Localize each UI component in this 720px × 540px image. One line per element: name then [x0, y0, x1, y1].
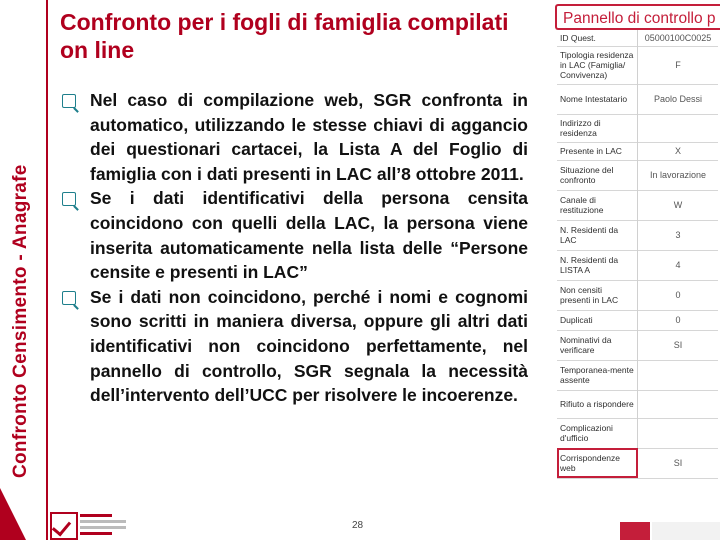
page-number: 28	[352, 520, 364, 531]
slide-title: Confronto per i fogli di famiglia compilati on line	[60, 9, 509, 63]
panel-row-value: 05000100C0025	[644, 32, 712, 43]
panel-row	[557, 114, 718, 142]
panel-row-value	[638, 390, 719, 418]
panel-row-label: N. Residenti da LAC	[557, 220, 638, 250]
panel-table	[557, 30, 718, 479]
panel-row-label: N. Residenti da LISTA A	[557, 250, 638, 280]
panel-row-value: In lavorazione	[649, 170, 707, 180]
panel-row	[557, 418, 718, 448]
panel-row-label: Duplicati	[557, 310, 638, 330]
panel-row-label: Rifiuto a rispondere	[557, 390, 638, 418]
panel-row-label: Temporanea-mente assente	[557, 360, 638, 390]
panel-row	[557, 360, 718, 390]
bullet-item	[62, 285, 528, 408]
panel-row	[557, 160, 718, 190]
panel-row-label: Corrispondenze web	[557, 448, 638, 478]
panel-row-label: Complicazioni d'ufficio	[557, 418, 638, 448]
panel-row	[557, 390, 718, 418]
panel-row-label: Canale di restituzione	[557, 190, 638, 220]
panel-header: Pannello di controllo p	[555, 4, 720, 30]
panel-row-value: 0	[675, 290, 681, 300]
panel-row-label: ID Quest.	[557, 30, 638, 46]
panel-row	[557, 310, 718, 330]
logo-checkbox-icon	[50, 512, 78, 540]
panel-row	[557, 46, 718, 84]
side-title: Confronto Censimento - Anagrafe	[10, 164, 31, 478]
bullet-item	[62, 88, 528, 186]
panel-row-value: SI	[673, 340, 683, 350]
side-wedge	[0, 488, 26, 540]
panel-row-label: Nome Intestatario	[557, 84, 638, 114]
bullet-text: Nel caso di compilazione web, SGR confronta in automatico, utilizzando le stesse chiavi di aggancio dei questionari cartacei, la Lista A del Foglio di famiglia con i dati presenti in LAC all’8 ottobre 2011.	[90, 90, 528, 184]
panel-row-label: Presente in LAC	[557, 142, 638, 160]
panel-row	[557, 448, 718, 478]
panel-row-value: 4	[675, 260, 681, 270]
logo-wordmark	[80, 514, 126, 538]
census-logo	[50, 510, 130, 540]
panel-row	[557, 280, 718, 310]
panel-row	[557, 250, 718, 280]
brand-corner-grey	[652, 522, 720, 540]
bullet-text: Se i dati non coincidono, perché i nomi e cognomi sono scritti in maniera diversa, oppure gli altri dati identificativi non coincidono perfettamente, nel pannello di controllo, SGR segnala la necessità dell’intervento dell’UCC per risolvere le incoerenze.	[90, 286, 528, 406]
bullet-list	[62, 88, 528, 408]
bullet-item	[62, 186, 528, 284]
panel-row-value	[638, 418, 719, 448]
panel-row	[557, 84, 718, 114]
brand-corner-red	[620, 522, 650, 540]
panel-row-label: Nominativi da verificare	[557, 330, 638, 360]
side-rule	[46, 0, 48, 540]
panel-row-value: SI	[673, 458, 683, 468]
q-bullet-icon	[62, 291, 76, 305]
bullet-text: Se i dati identificativi della persona censita coincidono con quelli della LAC, la persona viene inserita automaticamente nella lista delle “Persone censite e presenti in LAC”	[90, 188, 528, 283]
panel-row-value	[638, 114, 719, 142]
panel-row-label: Tipologia residenza in LAC (Famiglia/ Convivenza)	[557, 46, 638, 84]
q-bullet-icon	[62, 94, 76, 108]
panel-row-label: Situazione del confronto	[557, 160, 638, 190]
panel-row	[557, 30, 718, 46]
panel-row-value: F	[675, 60, 681, 70]
panel-row-value: Paolo Dessi	[653, 94, 703, 104]
q-bullet-icon	[62, 192, 76, 206]
panel-row	[557, 220, 718, 250]
panel-row-value: 3	[675, 230, 681, 240]
panel-row-value: X	[674, 146, 681, 156]
panel-row	[557, 330, 718, 360]
panel-row-value	[638, 360, 719, 390]
panel-row	[557, 142, 718, 160]
panel-row-value: W	[673, 200, 683, 210]
panel-row-value: 0	[675, 315, 681, 325]
panel-row-label: Indirizzo di residenza	[557, 114, 638, 142]
panel-row	[557, 190, 718, 220]
panel-row-label: Non censiti presenti in LAC	[557, 280, 638, 310]
control-panel-screenshot	[553, 0, 720, 540]
